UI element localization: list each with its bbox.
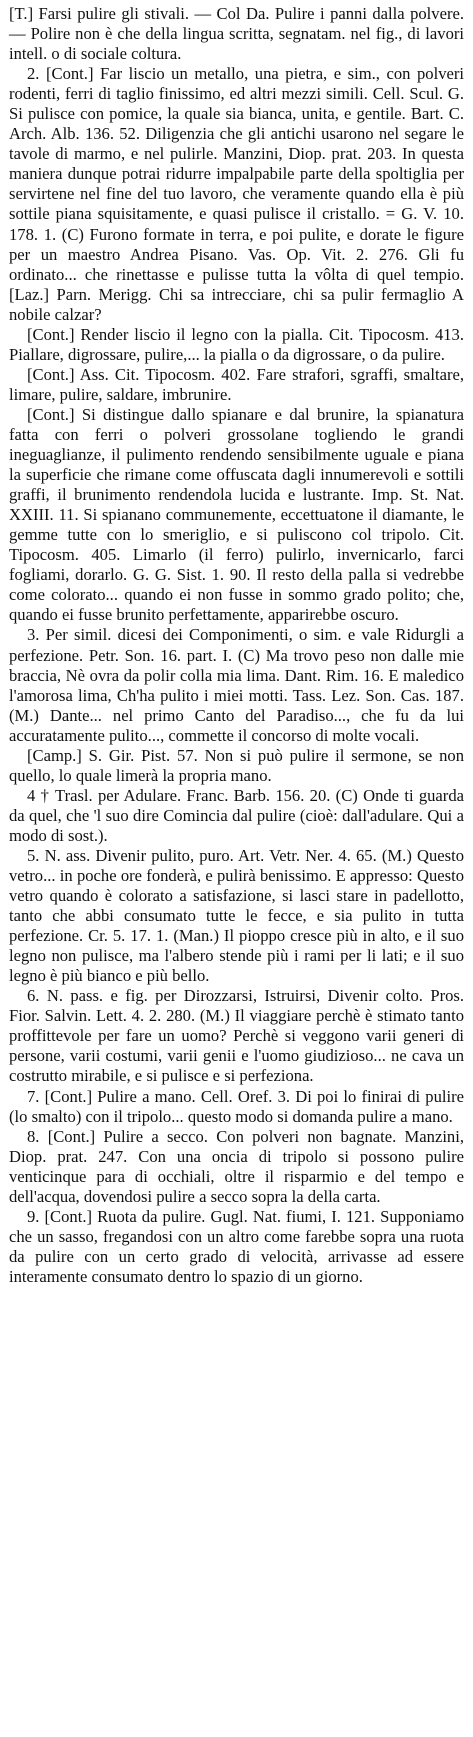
entry-paragraph: [Cont.] Si distingue dallo spianare e dal brunire, la spianatura fatta con ferri o polveri grossolane togliendo le grandi ineguaglianze, il pulimento rendendo sensibilmente uguale e piana la superficie che rimane come offuscata dagli innumerevoli e sottili graffi, il brunimento rendendola lucida e lustrante. Imp. St. Nat. XXIII. 11. Si spianano communemente, eccettuatone il diamante, le gemme tutte con lo smeriglio, e si puliscono col tripolo. Cit. Tipocosm. 405. Limarlo (il ferro) pulirlo, invernicarlo, farci fogliami, dorarlo. G. G. Sist. 1. 90. Il resto della palla si vedrebbe come colorato... quando ei non fusse in sommo grado polito; che, quando ei fusse brunito perfettamente, apparirebbe oscuro. [9, 404, 464, 625]
entry-paragraph: 4 † Trasl. per Adulare. Franc. Barb. 156. 20. (C) Onde ti guarda da quel, che 'l suo dire Comincia dal pulire (cioè: dall'adulare. Qui a modo di sost.). [9, 785, 464, 845]
entry-paragraph: [Camp.] S. Gir. Pist. 57. Non si può pulire il sermone, se non quello, lo quale limerà la propria mano. [9, 745, 464, 785]
entry-paragraph: [Cont.] Ass. Cit. Tipocosm. 402. Fare strafori, sgraffi, smaltare, limare, pulire, saldare, imbrunire. [9, 364, 464, 404]
entry-paragraph: [Cont.] Render liscio il legno con la pialla. Cit. Tipocosm. 413. Piallare, digrossare, pulire,... la pialla o da digrossare, o da pulire. [9, 324, 464, 364]
entry-paragraph: 7. [Cont.] Pulire a mano. Cell. Oref. 3. Di poi lo finirai di pulire (lo smalto) con il tripolo... questo modo si domanda pulire a mano. [9, 1086, 464, 1126]
entry-paragraph: 6. N. pass. e fig. per Dirozzarsi, Istruirsi, Divenir colto. Pros. Fior. Salvin. Lett. 4. 2. 280. (M.) Il viaggiare perchè è stimato tanto proffittevole per fare un uomo? Perchè si veggono varii generi di persone, varii costumi, varii genii e l'uomo giudizioso... ne cava un costrutto mirabile, e si pulisce e si perfeziona. [9, 986, 464, 1086]
entry-paragraph: 3. Per simil. dicesi dei Componimenti, o sim. e vale Ridurgli a perfezione. Petr. Son. 16. part. I. (C) Ma trovo peso non dalle mie braccia, Nè ovra da polir colla mia lima. Dant. Rim. 16. E maledico l'amorosa lima, Ch'ha pulito i miei motti. Tass. Lez. Son. Cas. 187. (M.) Dante... nel primo Canto del Paradiso..., che fu da lui accuratamente pulito..., commette il concorso di molte vocali. [9, 625, 464, 745]
entry-paragraph: 5. N. ass. Divenir pulito, puro. Art. Vetr. Ner. 4. 65. (M.) Questo vetro... in poche ore fonderà, e pulirà benissimo. E appresso: Questo vetro quando è colorato a satisfazione, si lasci stare in padellotto, tanto che abbi consumato tutte le fecce, e sia pulito in tutta perfezione. Cr. 5. 17. 1. (Man.) Il pioppo cresce più in alto, e il suo legno non pulisce, ma l'albero stende più i rami per li lati; e il suo legno è più bianco e più bello. [9, 845, 464, 986]
entry-paragraph: [T.] Farsi pulire gli stivali. — Col Da. Pulire i panni dalla polvere. — Polire non è che della lingua scritta, segnatam. nel fig., di lavori intell. o di sociale coltura. [9, 4, 464, 64]
entry-paragraph: 9. [Cont.] Ruota da pulire. Gugl. Nat. fiumi, I. 121. Supponiamo che un sasso, fregandosi con un altro come farebbe sopra una ruota da pulire con un certo grado di velocità, arrivasse ad essere interamente consumato dentro lo spazio di un giorno. [9, 1206, 464, 1286]
entry-paragraph: 2. [Cont.] Far liscio un metallo, una pietra, e sim., con polveri rodenti, ferri di taglio finissimo, ed altri mezzi simili. Cell. Scul. G. Si pulisce con pomice, la quale sia bianca, unita, e gentile. Bart. C. Arch. Alb. 136. 52. Diligenzia che gli antichi usarono nel segare le tavole di marmo, e nel pulirle. Manzini, Diop. prat. 203. In questa maniera dunque potrai ridurre impalpabile parte della spoltiglia per servirtene nel fine del tuo lavoro, che veramente quando ella è più sottile piana squisitamente, e quasi pulisce il cristallo. = G. V. 10. 178. 1. (C) Furono formate in terra, e poi pulite, e dorate le figure per un maestro Andrea Pisano. Vas. Op. Vit. 2. 276. Gli fu ordinato... che rinettasse e pulisse tutta la vôlta di quel tempio. [Laz.] Parn. Merigg. Chi sa intrecciare, chi sa pulir fermaglio A nobile calzar? [9, 64, 464, 324]
entry-paragraph: 8. [Cont.] Pulire a secco. Con polveri non bagnate. Manzini, Diop. prat. 247. Con una oncia di tripolo si possono pulire venticinque para di occhiali, oltre il risparmio e del tempo e dell'acqua, dovendosi pulire a secco sopra la della carta. [9, 1126, 464, 1206]
